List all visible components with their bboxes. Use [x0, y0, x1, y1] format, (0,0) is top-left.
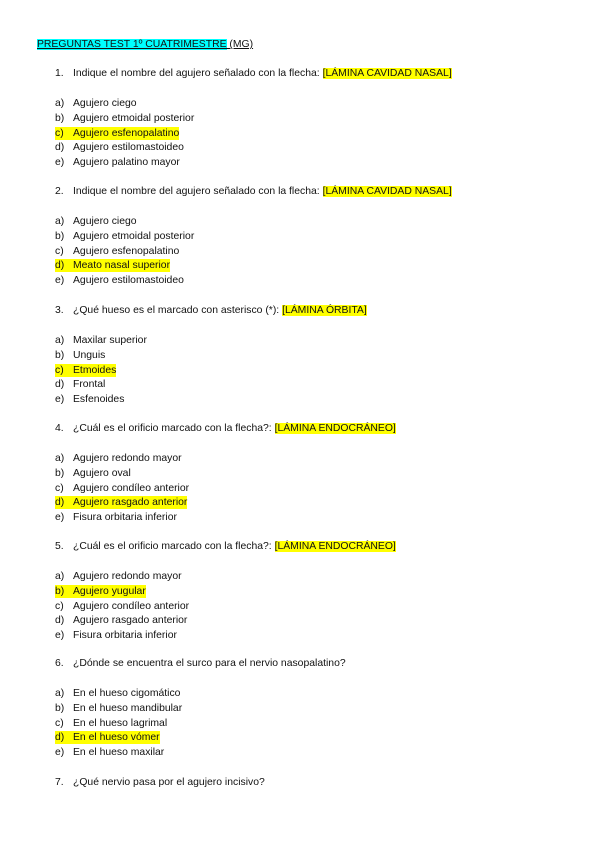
question-text-line	[55, 67, 452, 80]
option-text: Agujero estilomastoideo	[73, 142, 184, 154]
option-letter: a)	[55, 216, 65, 227]
option-text: Agujero palatino mayor	[73, 157, 180, 169]
question-text-line	[55, 422, 396, 435]
option-letter: a)	[55, 335, 65, 346]
question-number: 1.	[55, 68, 64, 79]
title-suffix: (MG)	[226, 39, 254, 50]
answer-option	[55, 378, 105, 391]
option-text: Agujero rasgado anterior	[73, 497, 188, 509]
option-letter: c)	[55, 482, 64, 494]
option-letter: a)	[55, 453, 65, 464]
question-number: 2.	[55, 186, 64, 197]
question-text: ¿Cuál es el orificio marcado con la flecha?:	[73, 423, 275, 434]
option-letter: b)	[55, 702, 65, 714]
option-text: Esfenoides	[73, 394, 125, 406]
answer-option	[55, 230, 194, 243]
answer-option	[55, 215, 137, 228]
option-text: Agujero esfenopalatino	[73, 245, 180, 257]
option-text: Etmoides	[73, 364, 117, 376]
option-letter: b)	[55, 585, 65, 597]
answer-option-correct	[55, 496, 187, 509]
answer-option	[55, 629, 177, 642]
option-text: Agujero rasgado anterior	[73, 615, 188, 627]
option-letter: c)	[55, 127, 64, 139]
option-text: Unguis	[73, 349, 106, 361]
answer-option-correct	[55, 731, 160, 744]
question-text-line	[55, 540, 396, 553]
question-number: 3.	[55, 305, 64, 316]
title-main: PREGUNTAS TEST 1º CUATRIMESTRE	[37, 39, 227, 50]
answer-option	[55, 156, 180, 169]
option-text: Agujero yugular	[73, 585, 146, 597]
option-text: Agujero condíleo anterior	[73, 600, 190, 612]
option-text: Agujero condíleo anterior	[73, 482, 190, 494]
question-plate-tag: [LÁMINA ENDOCRÁNEO]	[274, 541, 396, 552]
option-letter: d)	[55, 142, 65, 154]
option-letter: d)	[55, 260, 65, 272]
option-text: Agujero redondo mayor	[73, 453, 182, 464]
option-text: Agujero etmoidal posterior	[73, 112, 195, 124]
option-text: Meato nasal superior	[73, 260, 171, 272]
question-plate-tag: [LÁMINA ÓRBITA]	[282, 305, 367, 316]
option-text: En el hueso mandibular	[73, 702, 183, 714]
option-letter: e)	[55, 630, 65, 642]
option-text: Agujero etmoidal posterior	[73, 230, 195, 242]
question-plate-tag: [LÁMINA ENDOCRÁNEO]	[274, 423, 396, 434]
option-letter: c)	[55, 600, 64, 612]
option-letter: d)	[55, 379, 65, 391]
option-text: Fisura orbitaria inferior	[73, 630, 177, 642]
question-text-line	[55, 185, 452, 198]
option-letter: e)	[55, 157, 65, 169]
option-text: Frontal	[73, 379, 106, 391]
answer-option	[55, 274, 184, 287]
option-text: Maxilar superior	[73, 335, 147, 346]
answer-option	[55, 97, 137, 110]
answer-option	[55, 614, 187, 627]
question-text: ¿Qué nervio pasa por el agujero incisivo?	[73, 777, 265, 788]
option-text: Agujero esfenopalatino	[73, 127, 180, 139]
question-text: Indique el nombre del agujero señalado con la flecha:	[73, 186, 323, 197]
option-letter: b)	[55, 230, 65, 242]
question-text: ¿Cuál es el orificio marcado con la flecha?:	[73, 541, 275, 552]
answer-option	[55, 702, 182, 715]
answer-option	[55, 334, 147, 347]
option-text: En el hueso cigomático	[73, 688, 181, 699]
answer-option	[55, 349, 105, 362]
option-letter: e)	[55, 394, 65, 406]
option-text: En el hueso maxilar	[73, 747, 165, 759]
answer-option	[55, 717, 167, 730]
answer-option	[55, 141, 184, 154]
option-letter: e)	[55, 275, 65, 287]
option-letter: c)	[55, 717, 64, 729]
question-text: ¿Qué hueso es el marcado con asterisco (*):	[73, 305, 283, 316]
option-text: En el hueso vómer	[73, 732, 160, 744]
answer-option	[55, 511, 177, 524]
option-letter: d)	[55, 497, 65, 509]
question-text-line	[55, 304, 367, 317]
option-text: En el hueso lagrimal	[73, 717, 168, 729]
question-text-line	[55, 657, 346, 670]
answer-option	[55, 746, 164, 759]
option-letter: d)	[55, 732, 65, 744]
option-text: Agujero estilomastoideo	[73, 275, 184, 287]
answer-option	[55, 482, 189, 495]
answer-option-correct	[55, 127, 179, 140]
answer-option	[55, 393, 124, 406]
option-letter: c)	[55, 364, 64, 376]
option-letter: b)	[55, 467, 65, 479]
answer-option-correct	[55, 585, 146, 598]
option-letter: b)	[55, 349, 65, 361]
answer-option-correct	[55, 364, 116, 377]
option-text: Agujero redondo mayor	[73, 571, 182, 582]
option-letter: e)	[55, 747, 65, 759]
answer-option	[55, 452, 182, 465]
question-text: Indique el nombre del agujero señalado con la flecha:	[73, 68, 323, 79]
answer-option	[55, 245, 179, 258]
option-letter: d)	[55, 615, 65, 627]
question-plate-tag: [LÁMINA CAVIDAD NASAL]	[322, 68, 452, 79]
answer-option	[55, 600, 189, 613]
option-text: Agujero ciego	[73, 98, 137, 109]
answer-option-correct	[55, 259, 170, 272]
question-number: 6.	[55, 658, 64, 669]
question-number: 4.	[55, 423, 64, 434]
option-text: Agujero oval	[73, 467, 131, 479]
question-number: 5.	[55, 541, 64, 552]
answer-option	[55, 112, 194, 125]
option-letter: a)	[55, 688, 65, 699]
option-letter: a)	[55, 98, 65, 109]
option-letter: a)	[55, 571, 65, 582]
option-letter: b)	[55, 112, 65, 124]
answer-option	[55, 570, 182, 583]
question-number: 7.	[55, 777, 64, 788]
answer-option	[55, 687, 180, 700]
answer-option	[55, 467, 131, 480]
option-text: Agujero ciego	[73, 216, 137, 227]
option-text: Fisura orbitaria inferior	[73, 512, 177, 524]
document-title	[37, 38, 253, 51]
option-letter: c)	[55, 245, 64, 257]
option-letter: e)	[55, 512, 65, 524]
question-text: ¿Dónde se encuentra el surco para el nervio nasopalatino?	[73, 658, 346, 669]
question-plate-tag: [LÁMINA CAVIDAD NASAL]	[322, 186, 452, 197]
question-text-line	[55, 776, 265, 789]
